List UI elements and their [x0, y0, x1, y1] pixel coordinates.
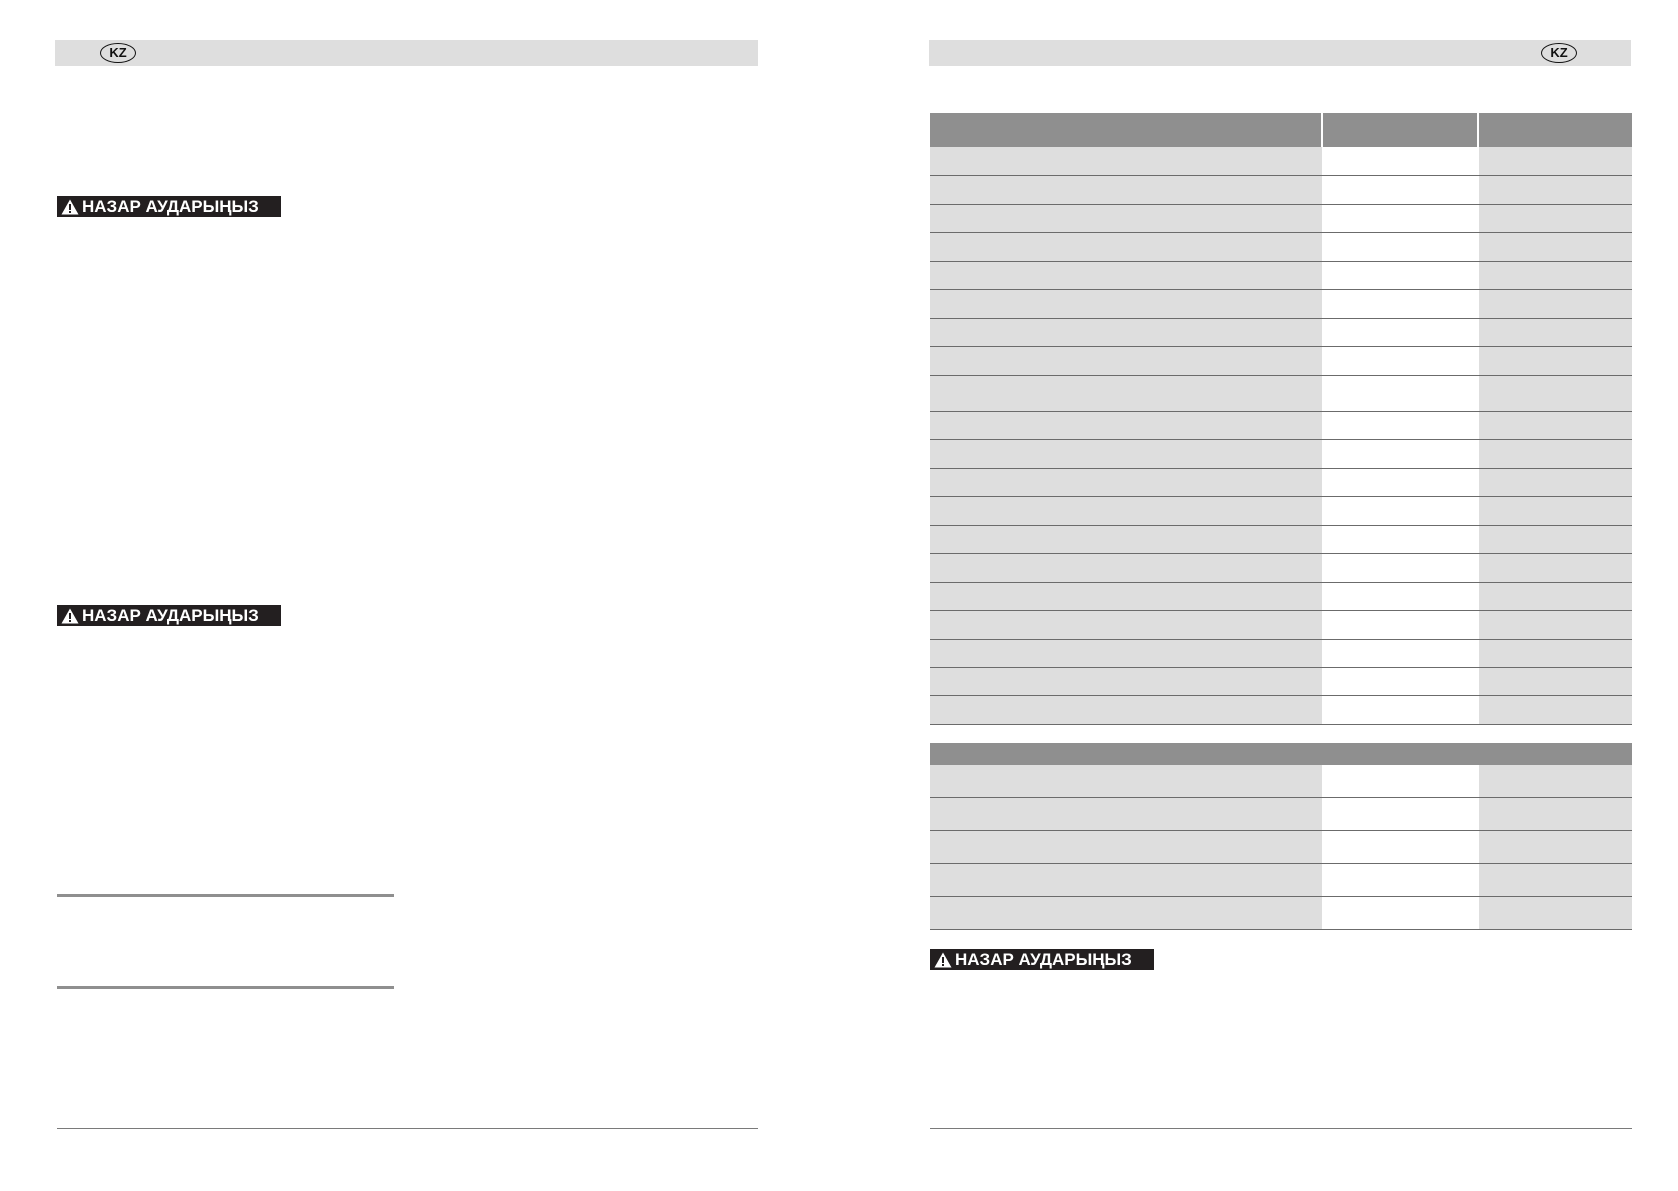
warning-label-2: [57, 605, 281, 626]
table-cell: [930, 765, 1322, 797]
table-header-cell: [930, 113, 1321, 147]
table-cell: [930, 668, 1322, 695]
table-row: [930, 262, 1632, 290]
table-cell: [930, 831, 1322, 863]
table-row: [930, 640, 1632, 668]
table-cell: [930, 897, 1322, 929]
table-cell: [1324, 376, 1478, 411]
warning-triangle-icon: [61, 199, 79, 215]
table-cell: [1324, 668, 1478, 695]
warning-text: НАЗАР АУДАРЫҢЫЗ: [82, 606, 259, 625]
table-header-cell: [1479, 113, 1632, 147]
table-header-cell: [1323, 113, 1477, 147]
table-cell: [1479, 262, 1632, 289]
table-cell: [1479, 831, 1632, 863]
table-cell: [930, 640, 1322, 667]
table-cell: [1479, 765, 1632, 797]
table-cell: [1479, 897, 1632, 929]
table-row: [930, 831, 1632, 864]
table-cell: [1324, 319, 1478, 346]
language-badge: KZ: [100, 43, 136, 63]
table-cell: [1479, 640, 1632, 667]
table-row: [930, 798, 1632, 831]
table-cell: [1324, 526, 1478, 553]
specifications-table: [930, 113, 1632, 725]
table-cell: [1324, 583, 1478, 610]
table-cell: [1324, 640, 1478, 667]
table-row: [930, 554, 1632, 583]
table-cell: [1324, 147, 1478, 175]
table-header-row: [930, 743, 1632, 765]
table-row: [930, 897, 1632, 930]
warning-triangle-icon: [61, 608, 79, 624]
table-row: [930, 440, 1632, 469]
table-row: [930, 469, 1632, 497]
table-cell: [1479, 696, 1632, 724]
table-cell: [1324, 831, 1478, 863]
table-cell: [1479, 583, 1632, 610]
warning-text: НАЗАР АУДАРЫҢЫЗ: [955, 950, 1132, 969]
table-cell: [1479, 205, 1632, 232]
table-cell: [1479, 798, 1632, 830]
left-page-footer-rule: [57, 1128, 758, 1129]
table-cell: [1479, 347, 1632, 375]
table-row: [930, 668, 1632, 696]
right-page-header: [929, 40, 1631, 66]
table-cell: [1479, 147, 1632, 175]
table-cell: [1479, 319, 1632, 346]
table-cell: [1324, 765, 1478, 797]
table-cell: [1479, 864, 1632, 896]
table-cell: [1479, 290, 1632, 318]
table-cell: [1479, 412, 1632, 439]
table-cell: [1479, 526, 1632, 553]
table-row: [930, 611, 1632, 640]
warning-label-1: [57, 196, 281, 217]
section-divider: [57, 894, 394, 897]
table-cell: [930, 526, 1322, 553]
table-cell: [930, 696, 1322, 724]
table-cell: [1324, 497, 1478, 525]
table-cell: [1479, 668, 1632, 695]
table-row: [930, 376, 1632, 412]
table-cell: [930, 147, 1322, 175]
table-row: [930, 176, 1632, 205]
table-row: [930, 497, 1632, 526]
table-cell: [930, 798, 1322, 830]
specifications-table-2: [930, 743, 1632, 930]
table-cell: [1324, 347, 1478, 375]
table-cell: [1324, 262, 1478, 289]
table-cell: [930, 583, 1322, 610]
warning-label-3: [930, 949, 1154, 970]
table-body: [930, 765, 1632, 930]
warning-text: НАЗАР АУДАРЫҢЫЗ: [82, 197, 259, 216]
table-cell: [1479, 233, 1632, 261]
table-cell: [930, 233, 1322, 261]
table-cell: [1479, 611, 1632, 639]
table-cell: [930, 347, 1322, 375]
table-body: [930, 147, 1632, 725]
table-row: [930, 147, 1632, 176]
table-cell: [1324, 290, 1478, 318]
table-cell: [1324, 205, 1478, 232]
table-cell: [930, 412, 1322, 439]
table-cell: [930, 176, 1322, 204]
left-page-header: [55, 40, 758, 66]
table-cell: [1324, 611, 1478, 639]
table-cell: [930, 290, 1322, 318]
table-cell: [930, 205, 1322, 232]
table-cell: [1324, 412, 1478, 439]
table-cell: [1324, 798, 1478, 830]
table-cell: [1479, 469, 1632, 496]
table-cell: [1479, 497, 1632, 525]
table-header-row: [930, 113, 1632, 147]
table-row: [930, 319, 1632, 347]
table-cell: [930, 864, 1322, 896]
table-cell: [930, 469, 1322, 496]
table-row: [930, 412, 1632, 440]
table-cell: [930, 319, 1322, 346]
table-row: [930, 205, 1632, 233]
table-cell: [1324, 469, 1478, 496]
table-cell: [1324, 233, 1478, 261]
table-cell: [1324, 440, 1478, 468]
table-cell: [1324, 176, 1478, 204]
right-page-footer-rule: [930, 1128, 1632, 1129]
table-cell: [930, 497, 1322, 525]
table-cell: [1479, 440, 1632, 468]
table-row: [930, 583, 1632, 611]
table-cell: [1324, 897, 1478, 929]
table-row: [930, 290, 1632, 319]
table-cell: [930, 262, 1322, 289]
table-row: [930, 864, 1632, 897]
table-cell: [1479, 554, 1632, 582]
warning-triangle-icon: [934, 952, 952, 968]
table-cell: [1324, 696, 1478, 724]
table-cell: [1324, 864, 1478, 896]
table-cell: [930, 554, 1322, 582]
language-badge: KZ: [1541, 43, 1577, 63]
table-cell: [930, 440, 1322, 468]
section-divider: [57, 986, 394, 989]
table-cell: [1479, 376, 1632, 411]
table-row: [930, 233, 1632, 262]
table-cell: [1324, 554, 1478, 582]
table-row: [930, 347, 1632, 376]
table-row: [930, 696, 1632, 725]
table-cell: [1479, 176, 1632, 204]
table-cell: [930, 611, 1322, 639]
table-cell: [930, 376, 1322, 411]
table-row: [930, 765, 1632, 798]
table-row: [930, 526, 1632, 554]
